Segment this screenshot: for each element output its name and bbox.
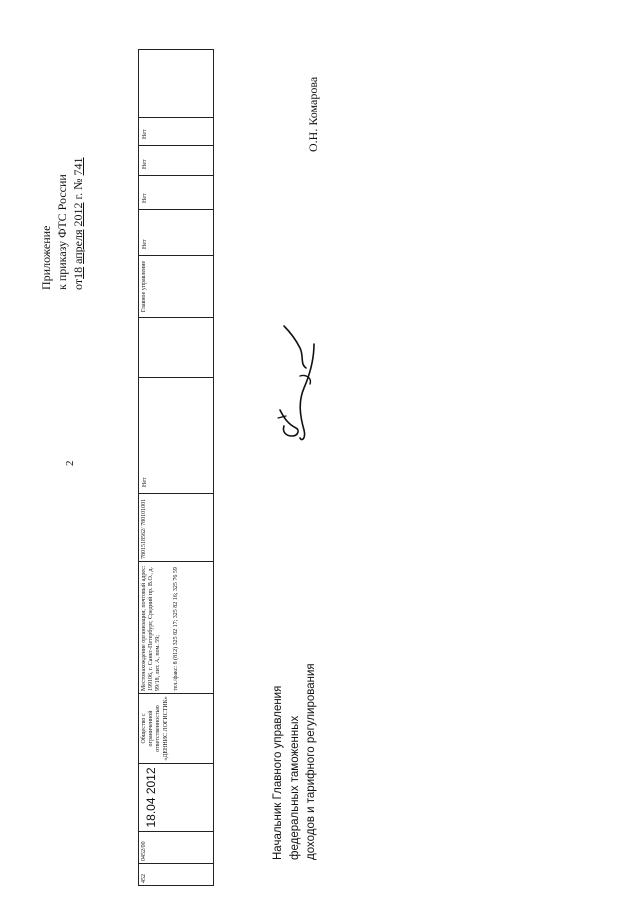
- cell-net-5: Нет: [139, 118, 214, 146]
- signatory-position-line-3: доходов и тарифного регулирования: [305, 663, 318, 860]
- signatory-position-line-2: федеральных таможенных: [288, 715, 301, 860]
- appendix-header: [38, 157, 87, 290]
- cell-empty: [139, 318, 214, 378]
- cell-registration-number: 0452/00: [139, 832, 214, 864]
- table-row: [139, 50, 214, 886]
- cell-tail: [139, 50, 214, 118]
- signatory-position: [270, 663, 320, 860]
- cell-row-number: 452: [139, 864, 214, 886]
- handwritten-signature: [270, 318, 326, 446]
- cell-phone: тел./факс: 8 (812) 325 82 17; 325 82 16; 325 76 59: [172, 567, 179, 691]
- cell-net-3: Нет: [139, 176, 214, 210]
- appendix-day: 18: [71, 266, 86, 279]
- cell-address: [139, 562, 214, 694]
- appendix-from-label: от: [71, 278, 86, 290]
- registry-table: [138, 50, 214, 886]
- cell-net-1: Нет: [139, 378, 214, 494]
- appendix-month: апреля: [71, 229, 86, 264]
- appendix-year-suffix: г.: [71, 192, 86, 200]
- appendix-order-date-line: [70, 157, 86, 290]
- cell-territory: Главное управление: [139, 256, 214, 318]
- signatory-position-line-1: Начальник Главного управления: [272, 685, 284, 860]
- page-number: 2: [64, 460, 76, 466]
- cell-net-4: Нет: [139, 146, 214, 176]
- appendix-order-number: 741: [71, 157, 86, 176]
- cell-inn-kpp: 7801518562/ 780101001: [139, 494, 214, 562]
- appendix-order-reference: к приказу ФТС России: [55, 174, 70, 290]
- cell-address-text: Местонахождение организации, почтовый адрес: 199106, г. Санкт-Петербург, Средний пр. В.О., д. 99/18, лит. А, пом. 59;: [141, 565, 162, 691]
- cell-date: 18.04 2012: [139, 764, 214, 832]
- appendix-number-label: №: [71, 178, 86, 190]
- cell-net-2: Нет: [139, 210, 214, 256]
- appendix-title: Приложение: [39, 225, 53, 290]
- appendix-year: 2012: [71, 202, 86, 227]
- signatory-name: О.Н. Комарова: [306, 76, 320, 152]
- cell-organization: Общество с ограниченной ответственностью «ДЕННИС ЛОГИСТИК»: [139, 694, 214, 764]
